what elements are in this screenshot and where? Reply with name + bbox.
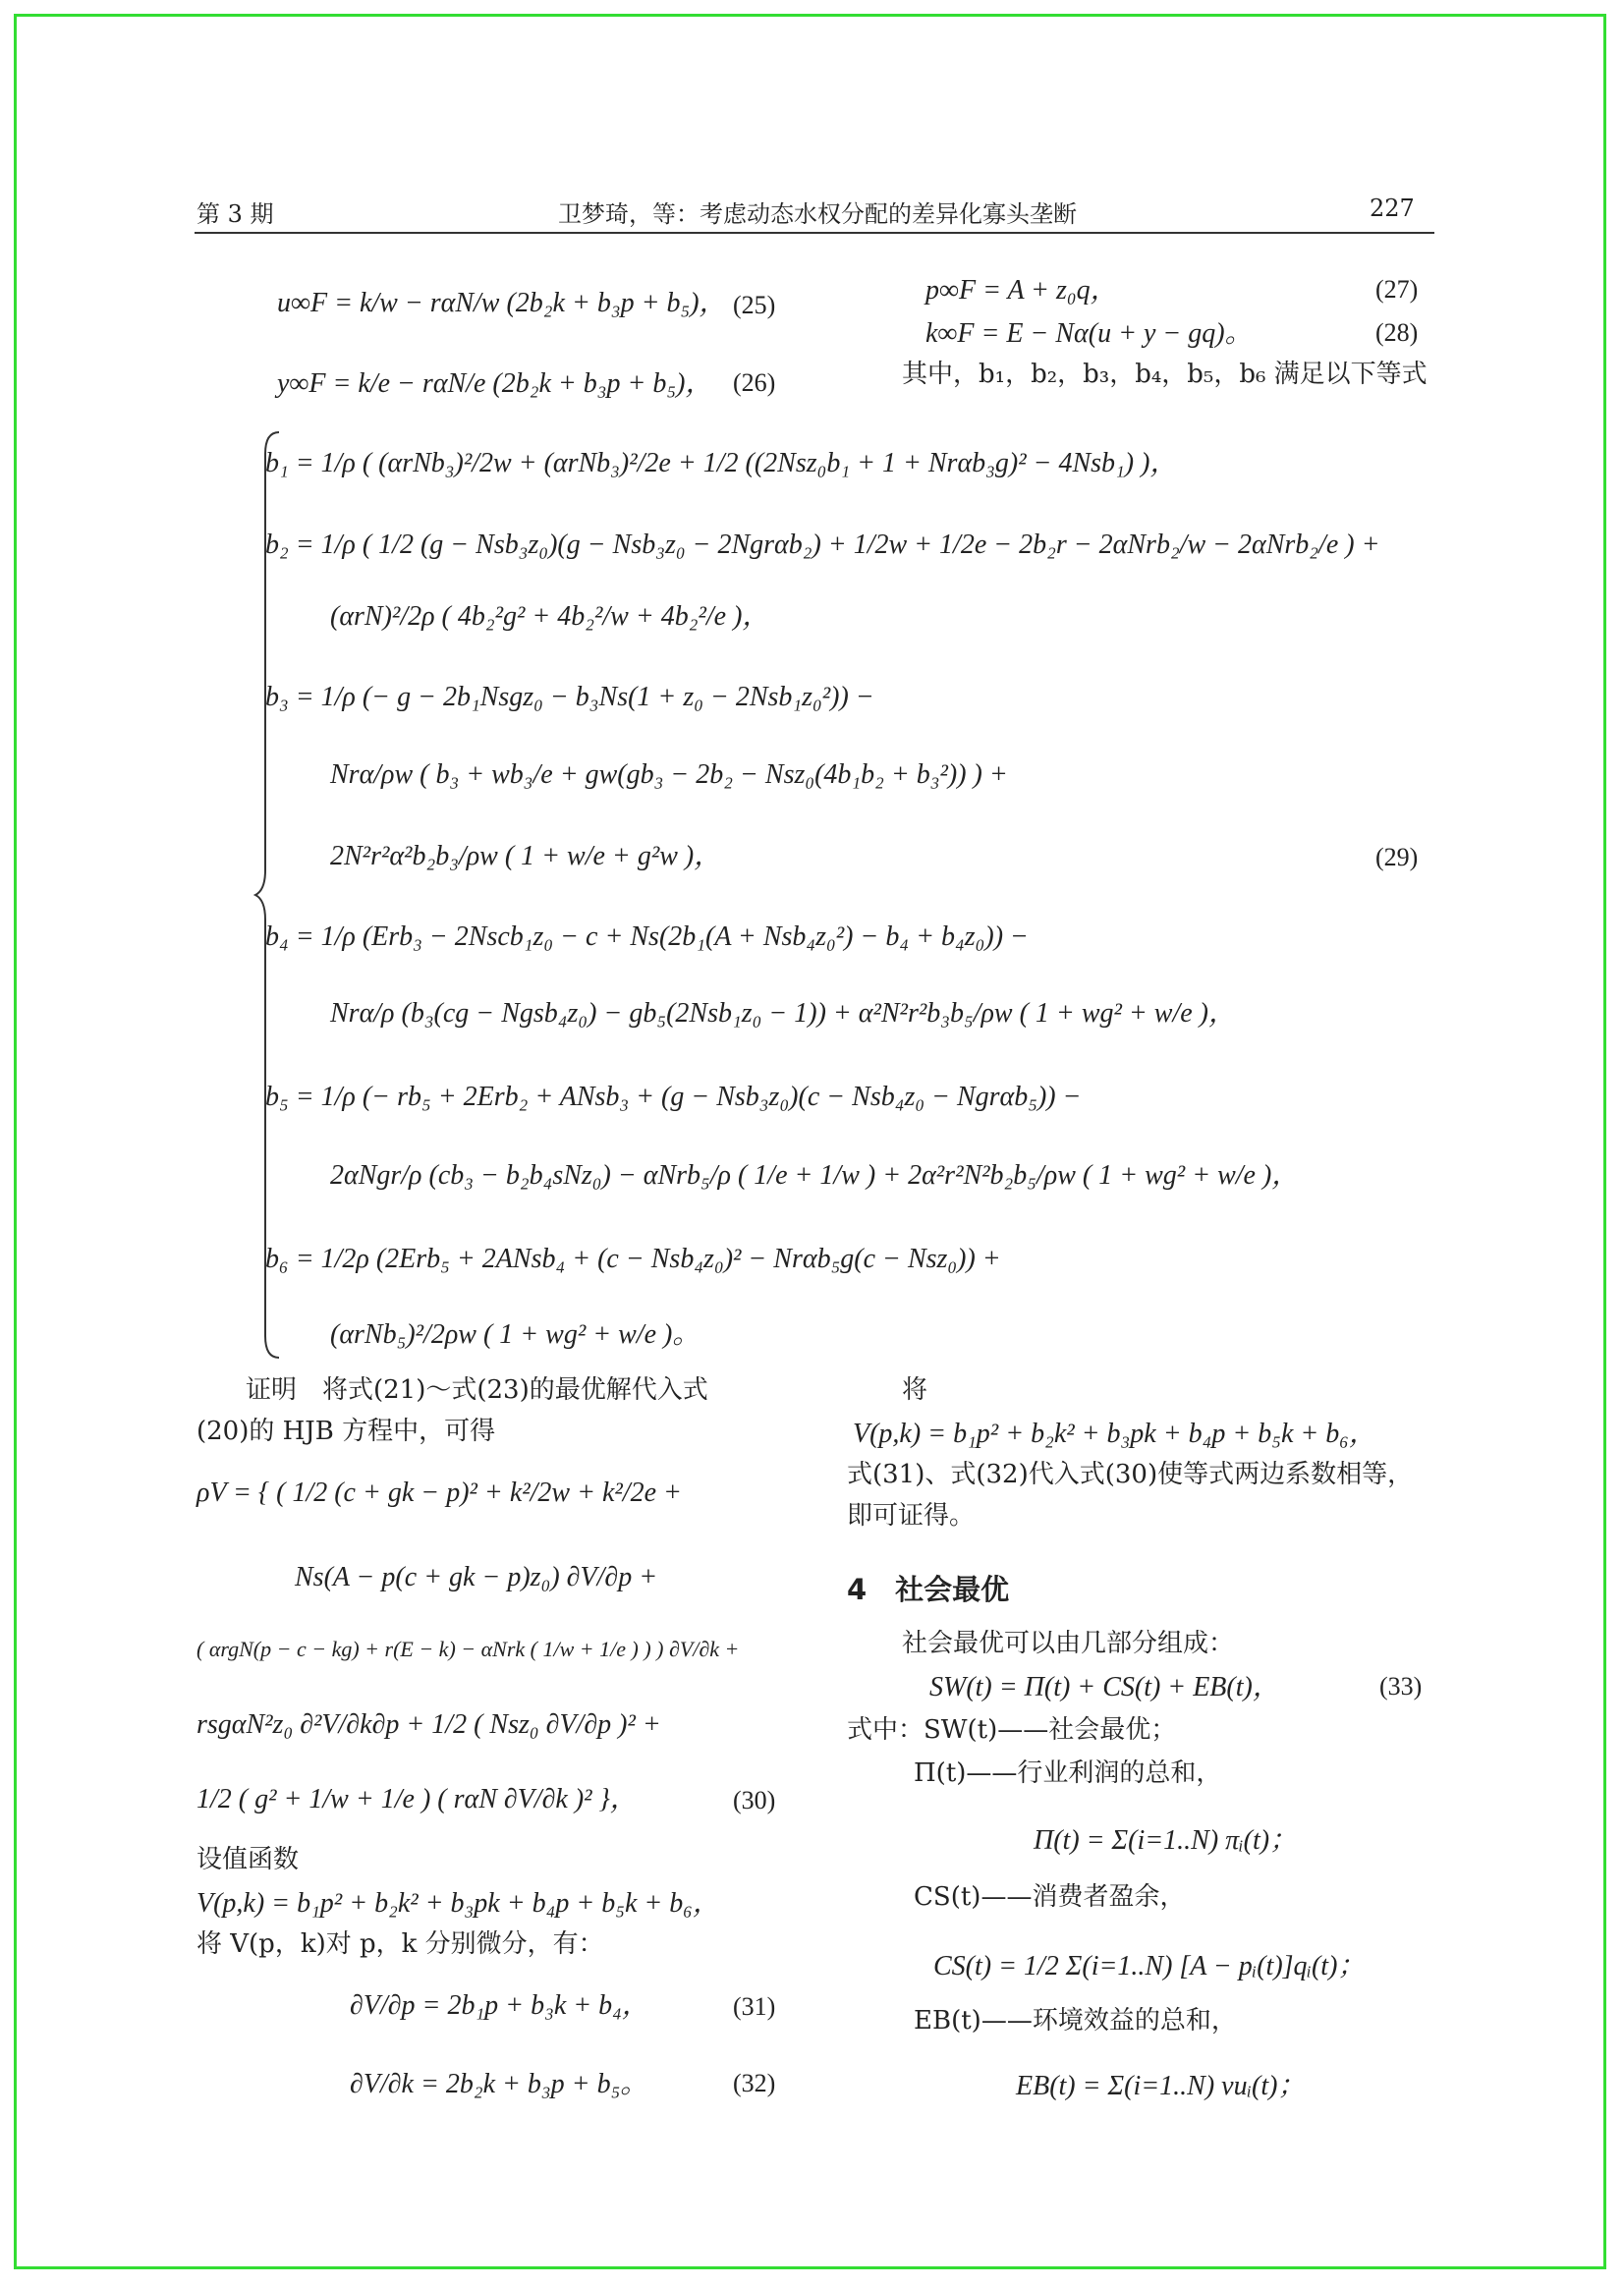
eq-number-31: (31) — [733, 1992, 776, 2021]
eq-number-32: (32) — [733, 2069, 776, 2097]
hjb-line1: ρV = { ( 1/2 (c + gk − p)² + k²/2w + k²/2e + — [196, 1478, 682, 1508]
eb-definition: EB(t)——环境效益的总和， — [914, 2006, 1237, 2036]
b2-equation-line2: (αrN)²/2ρ ( 4b₂²g² + 4b₂²/w + 4b₂²/e )， — [330, 601, 770, 632]
running-title: 卫梦琦，等：考虑动态水权分配的差异化寡头垄断 — [558, 200, 1077, 228]
hjb-line5: 1/2 ( g² + 1/w + 1/e ) ( rαN ∂V/∂k )² }， — [196, 1784, 638, 1814]
eq-number-29: (29) — [1375, 843, 1419, 871]
page-number: 227 — [1370, 195, 1415, 222]
eq-number-25: (25) — [733, 291, 776, 319]
social-optimum-intro: 社会最优可以由几部分组成： — [902, 1629, 1235, 1658]
value-function-definition-right: V(p,k) = b₁p² + b₂k² + b₃pk + b₄p + b₅k + b₆， — [853, 1419, 1377, 1449]
sw-definition: 式中：SW(t)——社会最优； — [847, 1715, 1177, 1745]
eq-number-27: (27) — [1375, 275, 1419, 304]
hjb-line2: Ns(A − p(c + gk − p)z₀) ∂V/∂p + — [295, 1562, 658, 1592]
value-function-definition: V(p,k) = b₁p² + b₂k² + b₃pk + b₄p + b₅k + b₆， — [196, 1888, 721, 1919]
equation-28: k∞F = E − Nα(u + y − gq)。 — [925, 318, 1253, 349]
set-value-function-text: 设值函数 — [196, 1845, 300, 1874]
b2-equation-line1: b₂ = 1/ρ ( 1/2 (g − Nsb₃z₀)(g − Nsb₃z₀ − 2Ngrαb₂) + 1/2w + 1/2e − 2b₂r − 2αNrb₂/w − 2αNrb₂/e ) + — [265, 530, 1380, 560]
hjb-line4: rsgαN²z₀ ∂²V/∂k∂p + 1/2 ( Nsz₀ ∂V/∂p )² + — [196, 1709, 661, 1740]
differentiate-text: 将 V(p，k)对 p，k 分别微分，有： — [196, 1929, 604, 1959]
eb-equation: EB(t) = Σ(i=1..N) vuᵢ(t)； — [1016, 2071, 1306, 2101]
cs-definition: CS(t)——消费者盈余， — [914, 1882, 1186, 1912]
b1-equation: b₁ = 1/ρ ( (αrNb₃)²/2w + (αrNb₃)²/2e + 1/2 ((2Nsz₀b₁ + 1 + Nrαb₃g)² − 4Nsb₁) )， — [265, 448, 1178, 478]
equation-26: y∞F = k/e − rαN/e (2b₂k + b₃p + b₅)， — [277, 368, 713, 399]
hjb-line3: ( αrgN(p − c − kg) + r(E − k) − αNrk ( 1/w + 1/e ) ) ) ∂V/∂k + — [196, 1637, 740, 1661]
b5-equation-line2: 2αNgr/ρ (cb₃ − b₂b₄sNz₀) − αNrb₅/ρ ( 1/e + 1/w ) + 2α²r²N²b₂b₅/ρw ( 1 + wg² + w/e )， — [330, 1160, 1300, 1191]
jiang-text: 将 — [902, 1375, 928, 1405]
cs-equation: CS(t) = 1/2 Σ(i=1..N) [A − pᵢ(t)]qᵢ(t)； — [933, 1951, 1366, 1981]
b3-equation-line1: b₃ = 1/ρ (− g − 2b₁Nsgz₀ − b₃Ns(1 + z₀ − 2Nsb₁z₀²)) − — [265, 682, 874, 712]
equation-27: p∞F = A + z₀q， — [925, 275, 1118, 306]
eq-number-26: (26) — [733, 368, 776, 397]
b4-equation-line1: b₄ = 1/ρ (Erb₃ − 2Nscb₁z₀ − c + Ns(2b₁(A + Nsb₄z₀²) − b₄ + b₄z₀)) − — [265, 921, 1029, 952]
b3-equation-line3: 2N²r²α²b₂b₃/ρw ( 1 + w/e + g²w )， — [330, 841, 722, 871]
left-brace — [253, 430, 283, 1360]
where-b-text: 其中，b₁，b₂，b₃，b₄，b₅，b₆ 满足以下等式 — [902, 360, 1428, 389]
equation-31: ∂V/∂p = 2b₁p + b₃k + b₄， — [350, 1990, 649, 2021]
b4-equation-line2: Nrα/ρ (b₃(cg − Ngsb₄z₀) − gb₅(2Nsb₁z₀ − 1)) + α²N²r²b₃b₅/ρw ( 1 + wg² + w/e )， — [330, 998, 1236, 1029]
b3-equation-line2: Nrα/ρw ( b₃ + wb₃/e + gw(gb₃ − 2b₂ − Nsz₀(4b₁b₂ + b₃²)) ) + — [330, 759, 1008, 790]
substitution-text: 式(31)、式(32)代入式(30)使等式两边系数相等， — [847, 1460, 1414, 1489]
proved-text: 即可证得。 — [847, 1501, 976, 1531]
proof-text-line2: (20)的 HJB 方程中，可得 — [196, 1417, 496, 1446]
issue-label: 第 3 期 — [196, 200, 274, 228]
equation-32: ∂V/∂k = 2b₂k + b₃p + b₅。 — [350, 2069, 648, 2099]
eq-number-28: (28) — [1375, 318, 1419, 347]
b5-equation-line1: b₅ = 1/ρ (− rb₅ + 2Erb₂ + ANsb₃ + (g − Nsb₃z₀)(c − Nsb₄z₀ − Ngrαb₅)) − — [265, 1082, 1082, 1112]
section-heading: 4 社会最优 — [847, 1573, 1010, 1606]
b6-equation-line1: b₆ = 1/2ρ (2Erb₅ + 2ANsb₄ + (c − Nsb₄z₀)² − Nrαb₅g(c − Nsz₀)) + — [265, 1244, 1001, 1274]
pi-definition: Π(t)——行业利润的总和， — [914, 1758, 1222, 1788]
proof-text-line1: 证明 将式(21)～式(23)的最优解代入式 — [246, 1375, 708, 1405]
eq-number-33: (33) — [1379, 1672, 1423, 1701]
b6-equation-line2: (αrNb₅)²/2ρw ( 1 + wg² + w/e )。 — [330, 1319, 700, 1350]
pi-equation: Π(t) = Σ(i=1..N) πᵢ(t)； — [1034, 1825, 1298, 1856]
eq-number-30: (30) — [733, 1786, 776, 1814]
equation-25: u∞F = k/w − rαN/w (2b₂k + b₃p + b₅)， — [277, 288, 727, 318]
header-rule — [195, 232, 1434, 234]
equation-33: SW(t) = Π(t) + CS(t) + EB(t)， — [929, 1672, 1280, 1702]
